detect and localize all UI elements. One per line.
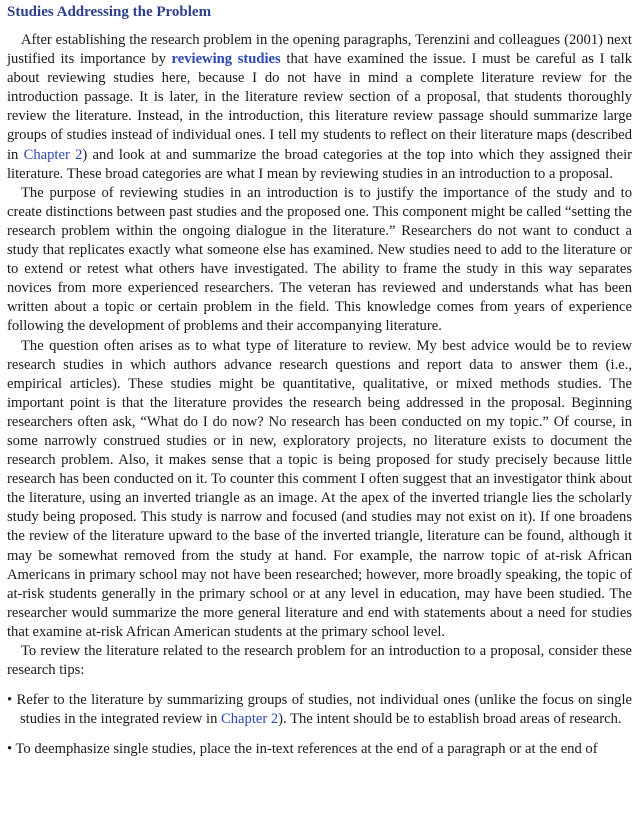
list-item (7, 691, 632, 729)
paragraph-2: The purpose of reviewing studies in an introduction is to justify the importance of the study and to create distinctions between past studies and the proposed one. This component might be called “setting the research problem within the ongoing dialogue in the literature.” Researchers do not want to conduct a study that replicates exactly what someone else has examined. New studies need to add to the literature or to extend or retest what others have investigated. The ability to frame the study in this way separates novices from more experienced researchers. The veteran has reviewed and understands what has been written about a topic or certain problem in the field. This knowledge comes from years of experience following the development of problems and their accompanying literature. (7, 184, 632, 335)
research-tips-list (7, 691, 632, 759)
chapter-2-link[interactable]: Chapter 2 (221, 711, 279, 728)
paragraph-1-text-c: ) and look at and summarize the broad categories at the top into which they assigned their literature. These broad categories are what I mean by reviewing studies in an introduction to a proposal. (7, 146, 632, 182)
paragraph-4: To review the literature related to the research problem for an introduction to a proposal, consider these research tips: (7, 643, 632, 679)
bullet: • (7, 692, 13, 709)
chapter-2-link[interactable]: Chapter 2 (23, 146, 83, 163)
paragraph-1 (7, 31, 632, 184)
tip-2-text: To deemphasize single studies, place the in-text references at the end of a paragraph or at the end of (15, 741, 598, 758)
tip-1-text-b: ). The intent should be to establish broad areas of research. (278, 711, 622, 728)
paragraph-1-text-b: that have examined the issue. I must be careful as I talk about reviewing studies here, because I do not have in mind a complete literature review for the introduction passage. It is later, in the literature review section of a proposal, that students thoroughly review the literature. Instead, in the introduction, this literature review passage should summarize large groups of studies instead of individual ones. I tell my students to reflect on their literature maps (described in (7, 51, 632, 163)
key-term-reviewing-studies[interactable]: reviewing studies (171, 51, 281, 68)
list-item (7, 740, 632, 759)
section-heading: Studies Addressing the Problem (7, 4, 212, 20)
paragraph-3: The question often arises as to what type of literature to review. My best advice would be to review research studies in which authors advance research questions and report data to answer them (i.e., empirical articles). These studies might be quantitative, qualitative, or mixed methods studies. The important point is that the literature provides the research being addressed in the proposal. Beginning researchers often ask, “What do I do now? No research has been conducted on my topic.” Of course, in some narrowly construed studies or in new, exploratory projects, no literature exists to document the research problem. Also, it makes sense that a topic is being proposed for study precisely because little research has been conducted on it. To counter this comment I often suggest that an investigator think about the literature, using an inverted triangle as an image. At the apex of the inverted triangle lies the scholarly study being proposed. This study is narrow and focused (and studies may not exist on it). If one broadens the review of the literature upward to the base of the inverted triangle, literature can be found, although it may be somewhat removed from the study at hand. For example, the narrow topic of at-risk African Americans in primary school may not have been researched; however, more broadly speaking, the topic of at-risk students generally in the primary school or at any level in education, may have been studied. The researcher would summarize the more general literature and end with statements about a need for studies that examine at-risk African American students at the primary school level. (7, 337, 632, 640)
bullet: • (7, 741, 13, 758)
tip-1-text-a: Refer to the literature by summarizing groups of studies, not individual ones (unlike the focus on single studies in the integrated review in (16, 692, 632, 728)
paragraph-1-text-a: After establishing the research problem in the opening paragraphs, Terenzini and colleagues (2001) next justified its importance by (7, 32, 632, 68)
